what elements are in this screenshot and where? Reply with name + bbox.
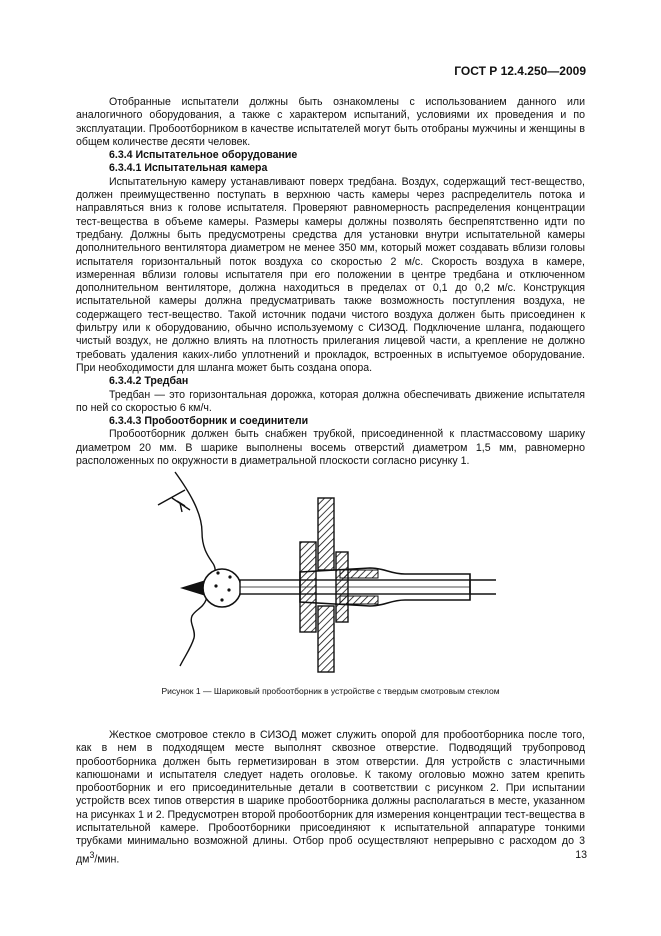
section-b <box>76 729 585 867</box>
eye-icon <box>158 490 190 512</box>
paragraph-rigid-visor-end: /мин. <box>94 853 120 866</box>
paragraph-probe: Пробоотборник должен быть снабжен трубкой, присоединенной к пластмассовому шарику диаметром 20 мм. В шарике выполнены восемь отверстий диаметром 1,5 мм, равномерно расположенных по окружности в диаметральной плоскости согласно рисунку 1. <box>76 428 585 468</box>
flange-left <box>300 542 316 632</box>
paragraph-rigid-visor <box>76 729 585 867</box>
document-header: ГОСТ Р 12.4.250—2009 <box>454 64 586 78</box>
paragraph-test-chamber: Испытательную камеру устанавливают поверх тредбана. Воздух, содержащий тест-вещество, должен преимущественно поступать в верхнюю часть камеры через распределитель потока и направляться вниз к голове испытателя. Проверяют равномерность распределения концентрации тест-вещества в объеме камеры. Размеры камеры должны позволять беспрепятственно идти по тредбану. Должны быть предусмотрены средства для установки внутри испытательной камеры дополнительного вентилятора диаметром не менее 350 мм, который может создавать вблизи головы испытателя горизонтальный поток воздуха со скоростью 2 м/с. Скорость воздуха в камере, измеренная вблизи головы испытателя при его положении в центре тредбана и отключенном дополнительном вентиляторе, должна находиться в пределах от 0,1 до 0,2 м/с. Конструкция испытательной камеры должна предусматривать также возможность поступления воздуха, не содержащего тест-вещество. Такой источник подачи чистого воздуха должен быть присоединен к фильтру или к оборудованию, обычно используемому с СИЗОД. Подключение шланга, подающего чистый воздух, не должно влиять на плотность прилегания лицевой части, а крепление не должно требовать удаления каких-либо уплотнений и прокладок, встроенных в испытуемое оборудование. При необходимости для шланга может быть создана опора. <box>76 175 585 374</box>
cubic-superscript: 3 <box>89 849 95 860</box>
heading-6-3-4-3: 6.3.4.3 Пробоотборник и соединители <box>109 415 309 428</box>
flange-right <box>336 552 348 622</box>
paragraph-treadmill: Тредбан — это горизонтальная дорожка, которая должна обеспечивать движение испытателя по ней со скоростью 6 км/ч. <box>76 388 585 414</box>
figure-1-probe-drawing <box>140 470 520 680</box>
paragraph-testers: Отобранные испытатели должны быть ознакомлены с использованием данного или аналогичного оборудования, а также с характером испытаний, условиями их проведения и по эксплуатации. Пробоотборником в качестве испытателей могут быть отобраны мужчины и женщины в общем количестве десяти человек. <box>76 96 585 148</box>
page-number: 13 <box>575 849 587 861</box>
visor-upper <box>318 498 334 570</box>
heading-6-3-4: 6.3.4 Испытательное оборудование <box>109 149 298 162</box>
face-profile-outline <box>175 472 215 666</box>
section-a <box>76 96 585 468</box>
heading-6-3-4-2: 6.3.4.2 Тредбан <box>109 375 189 388</box>
paragraph-rigid-visor-text: Жесткое смотровое стекло в СИЗОД может служить опорой для пробоотборника после того, как в нем в подходящем месте выполнят сквозное отверстие. Подводящий трубопровод пробоотборника должен быть герметизирован в этом отверстии. Для устройств с эластичными капюшонами и испытателя следует надеть оголовье. К такому оголовью можно затем крепить пробоотборник и его присоединительные детали в соответствии с рисунком 2. При испытании устройств всех типов отверстия в шарике пробоотборника должны располагаться в месте, указанном на рисунках 1 и 2. Предусмотрен второй пробоотборник для измерения концентрации тест-вещества в испытательной камере. Пробоотборники присоединяют к испытательной аппаратуре тонкими трубками минимально возможной длины. Отбор проб осуществляют непрерывно с расходом до 3 дм <box>76 729 585 866</box>
nozzle-tip <box>180 580 206 596</box>
figure-1-caption: Рисунок 1 — Шариковый пробоотборник в устройстве с твердым смотровым стеклом <box>161 686 500 696</box>
visor-lower <box>318 606 334 672</box>
heading-6-3-4-1: 6.3.4.1 Испытательная камера <box>109 162 268 175</box>
